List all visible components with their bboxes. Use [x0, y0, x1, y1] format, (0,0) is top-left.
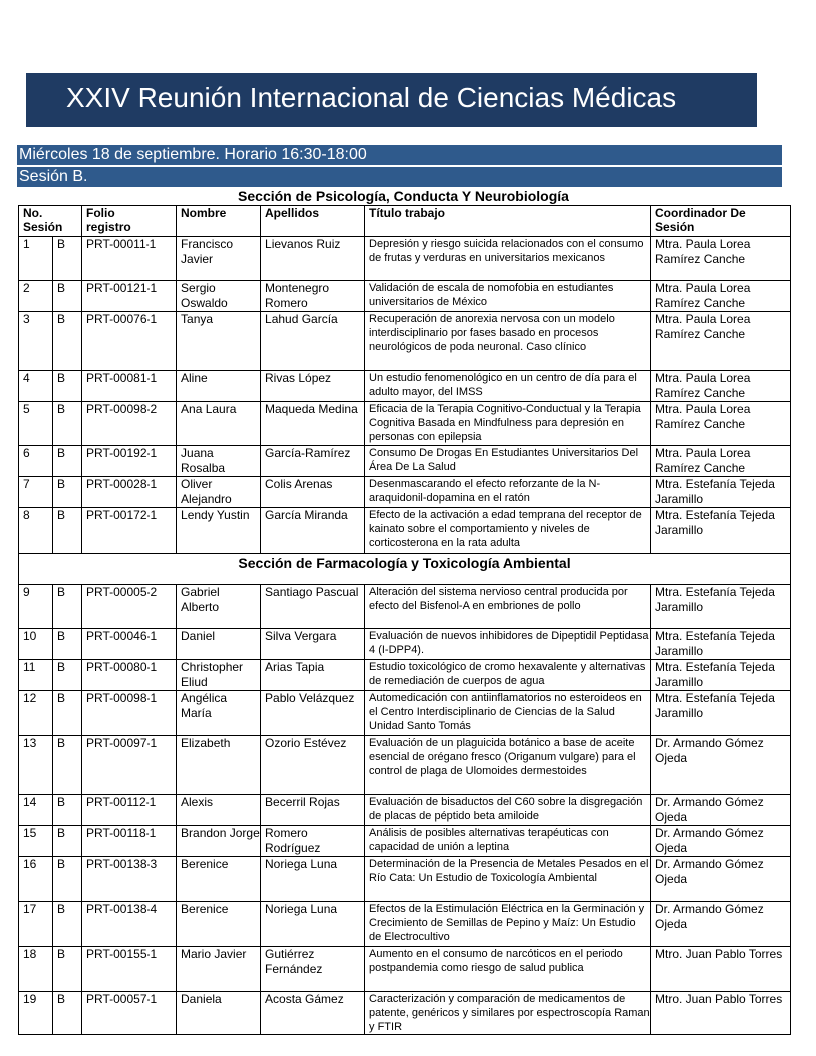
- section-title-farmacologia: Sección de Farmacología y Toxicología Ambiental: [19, 554, 791, 585]
- cell-nombre: Sergio Oswaldo: [177, 281, 261, 312]
- cell-coordinador: Mtra. Paula Lorea Ramírez Canche: [651, 371, 791, 402]
- cell-nombre: Oliver Alejandro: [177, 477, 261, 508]
- cell-sesion: B: [53, 736, 82, 795]
- cell-no: 4: [19, 371, 53, 402]
- cell-folio: PRT-00118-1: [82, 826, 177, 857]
- cell-folio: PRT-00080-1: [82, 660, 177, 691]
- cell-coordinador: Dr. Armando Gómez Ojeda: [651, 795, 791, 826]
- cell-sesion: B: [53, 585, 82, 629]
- cell-nombre: Angélica María: [177, 691, 261, 736]
- cell-titulo: Evaluación de nuevos inhibidores de Dipeptidil Peptidasa 4 (I-DPP4).: [365, 629, 651, 660]
- cell-titulo: Un estudio fenomenológico en un centro de día para el adulto mayor, del IMSS: [365, 371, 651, 402]
- cell-coordinador: Mtra. Estefanía Tejeda Jaramillo: [651, 477, 791, 508]
- cell-folio: PRT-00081-1: [82, 371, 177, 402]
- cell-folio: PRT-00005-2: [82, 585, 177, 629]
- table-row: [19, 826, 791, 857]
- cell-apellidos: Acosta Gámez: [261, 992, 365, 1035]
- cell-apellidos: Noriega Luna: [261, 857, 365, 902]
- cell-no: 17: [19, 902, 53, 947]
- table-row: [19, 691, 791, 736]
- col-header-nombre: Nombre: [177, 206, 261, 237]
- cell-nombre: Berenice: [177, 857, 261, 902]
- table-row: [19, 660, 791, 691]
- cell-nombre: Lendy Yustin: [177, 508, 261, 554]
- table-row: [19, 857, 791, 902]
- cell-folio: PRT-00046-1: [82, 629, 177, 660]
- cell-folio: PRT-00138-3: [82, 857, 177, 902]
- table-row: [19, 402, 791, 446]
- cell-folio: PRT-00121-1: [82, 281, 177, 312]
- cell-sesion: B: [53, 237, 82, 281]
- table-header-row: [19, 206, 791, 237]
- cell-sesion: B: [53, 446, 82, 477]
- cell-nombre: Juana Rosalba: [177, 446, 261, 477]
- cell-sesion: B: [53, 902, 82, 947]
- cell-no: 18: [19, 947, 53, 992]
- table-row: [19, 281, 791, 312]
- session-date-bar: Miércoles 18 de septiembre. Horario 16:30-18:00: [17, 145, 782, 165]
- table-row: [19, 477, 791, 508]
- cell-folio: PRT-00028-1: [82, 477, 177, 508]
- cell-nombre: Mario Javier: [177, 947, 261, 992]
- cell-titulo: Evaluación de bisaductos del C60 sobre la disgregación de placas de péptido beta amiloide: [365, 795, 651, 826]
- cell-sesion: B: [53, 857, 82, 902]
- cell-folio: PRT-00098-1: [82, 691, 177, 736]
- cell-folio: PRT-00192-1: [82, 446, 177, 477]
- cell-coordinador: Mtra. Estefanía Tejeda Jaramillo: [651, 585, 791, 629]
- cell-apellidos: Maqueda Medina: [261, 402, 365, 446]
- table-row: [19, 585, 791, 629]
- table-row: [19, 902, 791, 947]
- table-row: [19, 947, 791, 992]
- table-row: [19, 312, 791, 371]
- cell-coordinador: Dr. Armando Gómez Ojeda: [651, 826, 791, 857]
- cell-no: 12: [19, 691, 53, 736]
- cell-sesion: B: [53, 508, 82, 554]
- cell-no: 16: [19, 857, 53, 902]
- conference-title: XXIV Reunión Internacional de Ciencias Médicas: [66, 82, 677, 113]
- section-row-farmacologia: [19, 554, 791, 585]
- cell-titulo: Determinación de la Presencia de Metales Pesados en el Río Cata: Un Estudio de Toxicología Ambiental: [365, 857, 651, 902]
- cell-sesion: B: [53, 992, 82, 1035]
- cell-nombre: Berenice: [177, 902, 261, 947]
- cell-coordinador: Mtra. Estefanía Tejeda Jaramillo: [651, 629, 791, 660]
- cell-titulo: Caracterización y comparación de medicamentos de patente, genéricos y similares por espectroscopía Raman y FTIR: [365, 992, 651, 1035]
- cell-apellidos: Montenegro Romero: [261, 281, 365, 312]
- cell-nombre: Ana Laura: [177, 402, 261, 446]
- cell-coordinador: Dr. Armando Gómez Ojeda: [651, 857, 791, 902]
- table-row: [19, 736, 791, 795]
- cell-titulo: Análisis de posibles alternativas terapéuticas con capacidad de unión a leptina: [365, 826, 651, 857]
- cell-titulo: Automedicación con antiinflamatorios no esteroideos en el Centro Interdisciplinario de Ciencias de la Salud Unidad Santo Tomás: [365, 691, 651, 736]
- cell-folio: PRT-00097-1: [82, 736, 177, 795]
- cell-apellidos: Lahud García: [261, 312, 365, 371]
- cell-nombre: Christopher Eliud: [177, 660, 261, 691]
- cell-titulo: Validación de escala de nomofobia en estudiantes universitarios de México: [365, 281, 651, 312]
- cell-coordinador: Mtra. Estefanía Tejeda Jaramillo: [651, 660, 791, 691]
- cell-no: 11: [19, 660, 53, 691]
- cell-folio: PRT-00172-1: [82, 508, 177, 554]
- cell-no: 15: [19, 826, 53, 857]
- session-table: [18, 205, 791, 1035]
- cell-coordinador: Mtra. Paula Lorea Ramírez Canche: [651, 312, 791, 371]
- cell-nombre: Gabriel Alberto: [177, 585, 261, 629]
- cell-no: 1: [19, 237, 53, 281]
- col-header-no-sesion: No. Sesión: [19, 206, 82, 237]
- cell-titulo: Consumo De Drogas En Estudiantes Universitarios Del Área De La Salud: [365, 446, 651, 477]
- cell-apellidos: Lievanos Ruiz: [261, 237, 365, 281]
- cell-sesion: B: [53, 629, 82, 660]
- cell-sesion: B: [53, 312, 82, 371]
- cell-apellidos: Arias Tapia: [261, 660, 365, 691]
- cell-titulo: Estudio toxicológico de cromo hexavalente y alternativas de remediación de cuerpos de agua: [365, 660, 651, 691]
- table-row: [19, 237, 791, 281]
- cell-apellidos: Pablo Velázquez: [261, 691, 365, 736]
- cell-sesion: B: [53, 691, 82, 736]
- cell-no: 19: [19, 992, 53, 1035]
- section-title-psicologia: Sección de Psicología, Conducta Y Neurobiología: [238, 188, 569, 204]
- cell-coordinador: Mtra. Estefanía Tejeda Jaramillo: [651, 508, 791, 554]
- cell-apellidos: Ozorio Estévez: [261, 736, 365, 795]
- cell-apellidos: García-Ramírez: [261, 446, 365, 477]
- cell-apellidos: García Miranda: [261, 508, 365, 554]
- cell-no: 8: [19, 508, 53, 554]
- cell-folio: PRT-00076-1: [82, 312, 177, 371]
- cell-coordinador: Mtra. Estefanía Tejeda Jaramillo: [651, 691, 791, 736]
- cell-apellidos: Silva Vergara: [261, 629, 365, 660]
- cell-nombre: Elizabeth: [177, 736, 261, 795]
- cell-coordinador: Mtro. Juan Pablo Torres: [651, 992, 791, 1035]
- cell-nombre: Daniela: [177, 992, 261, 1035]
- cell-apellidos: Romero Rodríguez: [261, 826, 365, 857]
- cell-titulo: Aumento en el consumo de narcóticos en el periodo postpandemia como riesgo de salud publica: [365, 947, 651, 992]
- cell-nombre: Francisco Javier: [177, 237, 261, 281]
- table-row: [19, 371, 791, 402]
- cell-coordinador: Mtra. Paula Lorea Ramírez Canche: [651, 446, 791, 477]
- cell-sesion: B: [53, 947, 82, 992]
- cell-coordinador: Mtra. Paula Lorea Ramírez Canche: [651, 237, 791, 281]
- session-name-bar: Sesión B.: [17, 167, 782, 187]
- cell-no: 6: [19, 446, 53, 477]
- cell-folio: PRT-00011-1: [82, 237, 177, 281]
- cell-folio: PRT-00112-1: [82, 795, 177, 826]
- cell-coordinador: Mtro. Juan Pablo Torres: [651, 947, 791, 992]
- cell-titulo: Recuperación de anorexia nervosa con un modelo interdisciplinario por fases basado en procesos neurológicos de poda neuronal. Caso clínico: [365, 312, 651, 371]
- cell-nombre: Brandon Jorge: [177, 826, 261, 857]
- table-row: [19, 508, 791, 554]
- col-header-titulo: Título trabajo: [365, 206, 651, 237]
- cell-sesion: B: [53, 281, 82, 312]
- cell-apellidos: Colis Arenas: [261, 477, 365, 508]
- cell-sesion: B: [53, 371, 82, 402]
- table-row: [19, 992, 791, 1035]
- cell-titulo: Evaluación de un plaguicida botánico a base de aceite esencial de orégano fresco (Origanum vulgare) para el control de plaga de Ulomoides dermestoides: [365, 736, 651, 795]
- cell-no: 5: [19, 402, 53, 446]
- cell-no: 2: [19, 281, 53, 312]
- cell-sesion: B: [53, 660, 82, 691]
- cell-titulo: Efectos de la Estimulación Eléctrica en la Germinación y Crecimiento de Semillas de Pepino y Maíz: Un Estudio de Electrocultivo: [365, 902, 651, 947]
- cell-no: 3: [19, 312, 53, 371]
- cell-coordinador: Mtra. Paula Lorea Ramírez Canche: [651, 281, 791, 312]
- cell-folio: PRT-00138-4: [82, 902, 177, 947]
- table-row: [19, 446, 791, 477]
- cell-nombre: Daniel: [177, 629, 261, 660]
- cell-apellidos: Becerril Rojas: [261, 795, 365, 826]
- cell-titulo: Efecto de la activación a edad temprana del receptor de kainato sobre el comportamiento y niveles de corticosterona en la rata adulta: [365, 508, 651, 554]
- cell-nombre: Aline: [177, 371, 261, 402]
- cell-no: 14: [19, 795, 53, 826]
- cell-folio: PRT-00057-1: [82, 992, 177, 1035]
- cell-sesion: B: [53, 795, 82, 826]
- cell-apellidos: Gutiérrez Fernández: [261, 947, 365, 992]
- cell-no: 13: [19, 736, 53, 795]
- cell-nombre: Tanya: [177, 312, 261, 371]
- cell-coordinador: Mtra. Paula Lorea Ramírez Canche: [651, 402, 791, 446]
- cell-coordinador: Dr. Armando Gómez Ojeda: [651, 902, 791, 947]
- cell-sesion: B: [53, 477, 82, 508]
- cell-apellidos: Rivas López: [261, 371, 365, 402]
- cell-titulo: Desenmascarando el efecto reforzante de la N-araquidonil-dopamina en el ratón: [365, 477, 651, 508]
- conference-banner: [26, 73, 757, 127]
- cell-folio: PRT-00155-1: [82, 947, 177, 992]
- cell-sesion: B: [53, 402, 82, 446]
- cell-apellidos: Noriega Luna: [261, 902, 365, 947]
- cell-titulo: Alteración del sistema nervioso central producida por efecto del Bisfenol-A en embriones de pollo: [365, 585, 651, 629]
- cell-titulo: Depresión y riesgo suicida relacionados con el consumo de frutas y verduras en universitarios mexicanos: [365, 237, 651, 281]
- cell-apellidos: Santiago Pascual: [261, 585, 365, 629]
- col-header-apellidos: Apellidos: [261, 206, 365, 237]
- cell-titulo: Eficacia de la Terapia Cognitivo-Conductual y la Terapia Cognitiva Basada en Mindfulness para depresión en personas con epilepsia: [365, 402, 651, 446]
- cell-nombre: Alexis: [177, 795, 261, 826]
- cell-no: 9: [19, 585, 53, 629]
- table-row: [19, 629, 791, 660]
- cell-no: 10: [19, 629, 53, 660]
- table-row: [19, 795, 791, 826]
- cell-coordinador: Dr. Armando Gómez Ojeda: [651, 736, 791, 795]
- col-header-coordinador: Coordinador De Sesión: [651, 206, 791, 237]
- cell-no: 7: [19, 477, 53, 508]
- cell-sesion: B: [53, 826, 82, 857]
- col-header-folio: Folio registro: [82, 206, 177, 237]
- cell-folio: PRT-00098-2: [82, 402, 177, 446]
